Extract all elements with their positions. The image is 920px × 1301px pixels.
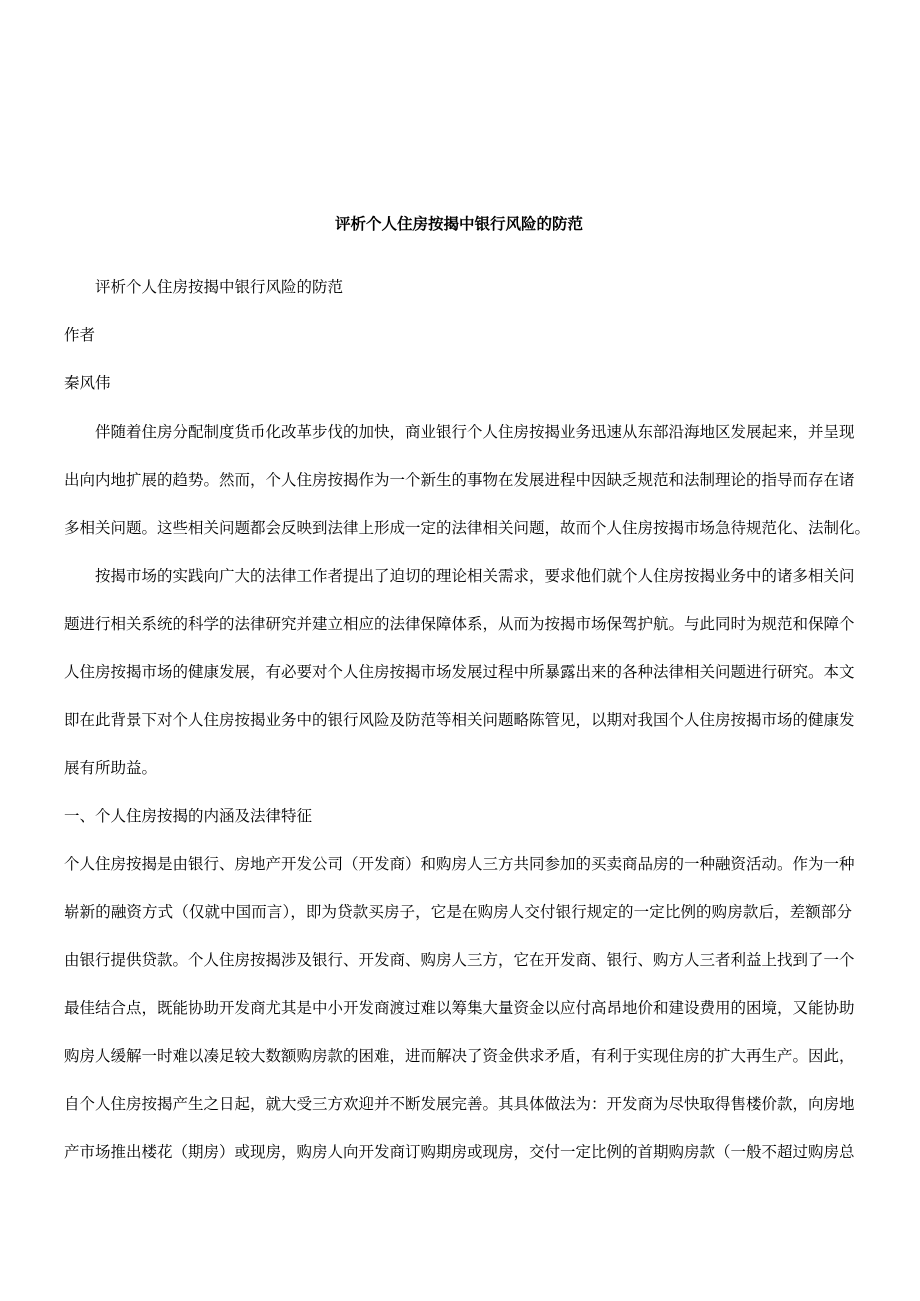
- paragraph-2-line-1: 按揭市场的实践向广大的法律工作者提出了迫切的理论相关需求，要求他们就个人住房按揭业务中的诸多相关问: [95, 567, 855, 585]
- paragraph-3-line-2: 崭新的融资方式（仅就中国而言），即为贷款买房子，它是在购房人交付银行规定的一定比例的购房款后，差额部分: [64, 903, 852, 921]
- paragraph-3-line-6: 自个人住房按揭产生之日起，就大受三方欢迎并不断发展完善。其具体做法为：开发商为尽快取得售楼价款，向房地: [64, 1095, 855, 1113]
- document-title: 评析个人住房按揭中银行风险的防范: [334, 215, 583, 233]
- author-label: 作者: [64, 326, 96, 344]
- paragraph-3-line-1: 个人住房按揭是由银行、房地产开发公司（开发商）和购房人三方共同参加的买卖商品房的一种融资活动。作为一种: [64, 855, 855, 873]
- paragraph-2-line-5: 展有所助益。: [64, 759, 158, 777]
- paragraph-3-line-5: 购房人缓解一时难以凑足较大数额购房款的困难，进而解决了资金供求矛盾，有利于实现住房的扩大再生产。因此，: [64, 1047, 855, 1065]
- paragraph-2-line-3: 人住房按揭市场的健康发展，有必要对个人住房按揭市场发展过程中所暴露出来的各种法律相关问题进行研究。本文: [64, 663, 855, 681]
- paragraph-1-line-1: 伴随着住房分配制度货币化改革步伐的加快，商业银行个人住房按揭业务迅速从东部沿海地区发展起来，并呈现: [95, 423, 855, 441]
- document-subtitle: 评析个人住房按揭中银行风险的防范: [95, 278, 344, 296]
- author-name: 秦风伟: [64, 374, 111, 392]
- paragraph-3-line-3: 由银行提供贷款。个人住房按揭涉及银行、开发商、购房人三方，它在开发商、银行、购方人三者利益上找到了一个: [64, 951, 855, 969]
- document-page: [64, 0, 871, 1301]
- paragraph-1-line-2: 出向内地扩展的趋势。然而，个人住房按揭作为一个新生的事物在发展进程中因缺乏规范和法制理论的指导而存在诸: [64, 471, 855, 489]
- paragraph-2-line-4: 即在此背景下对个人住房按揭业务中的银行风险及防范等相关问题略陈管见，以期对我国个人住房按揭市场的健康发: [64, 711, 855, 729]
- paragraph-3-line-7: 产市场推出楼花（期房）或现房，购房人向开发商订购期房或现房，交付一定比例的首期购房款（一般不超过购房总: [64, 1143, 855, 1161]
- paragraph-1-line-3: 多相关问题。这些相关问题都会反映到法律上形成一定的法律相关问题，故而个人住房按揭市场急待规范化、法制化。: [64, 519, 871, 537]
- paragraph-2-line-2: 题进行相关系统的科学的法律研究并建立相应的法律保障体系，从而为按揭市场保驾护航。与此同时为规范和保障个: [64, 615, 855, 633]
- paragraph-3-line-4: 最佳结合点，既能协助开发商尤其是中小开发商渡过难以筹集大量资金以应付高昂地价和建设费用的困境，又能协助: [64, 999, 855, 1017]
- section-1-heading: 一、个人住房按揭的内涵及法律特征: [64, 807, 313, 825]
